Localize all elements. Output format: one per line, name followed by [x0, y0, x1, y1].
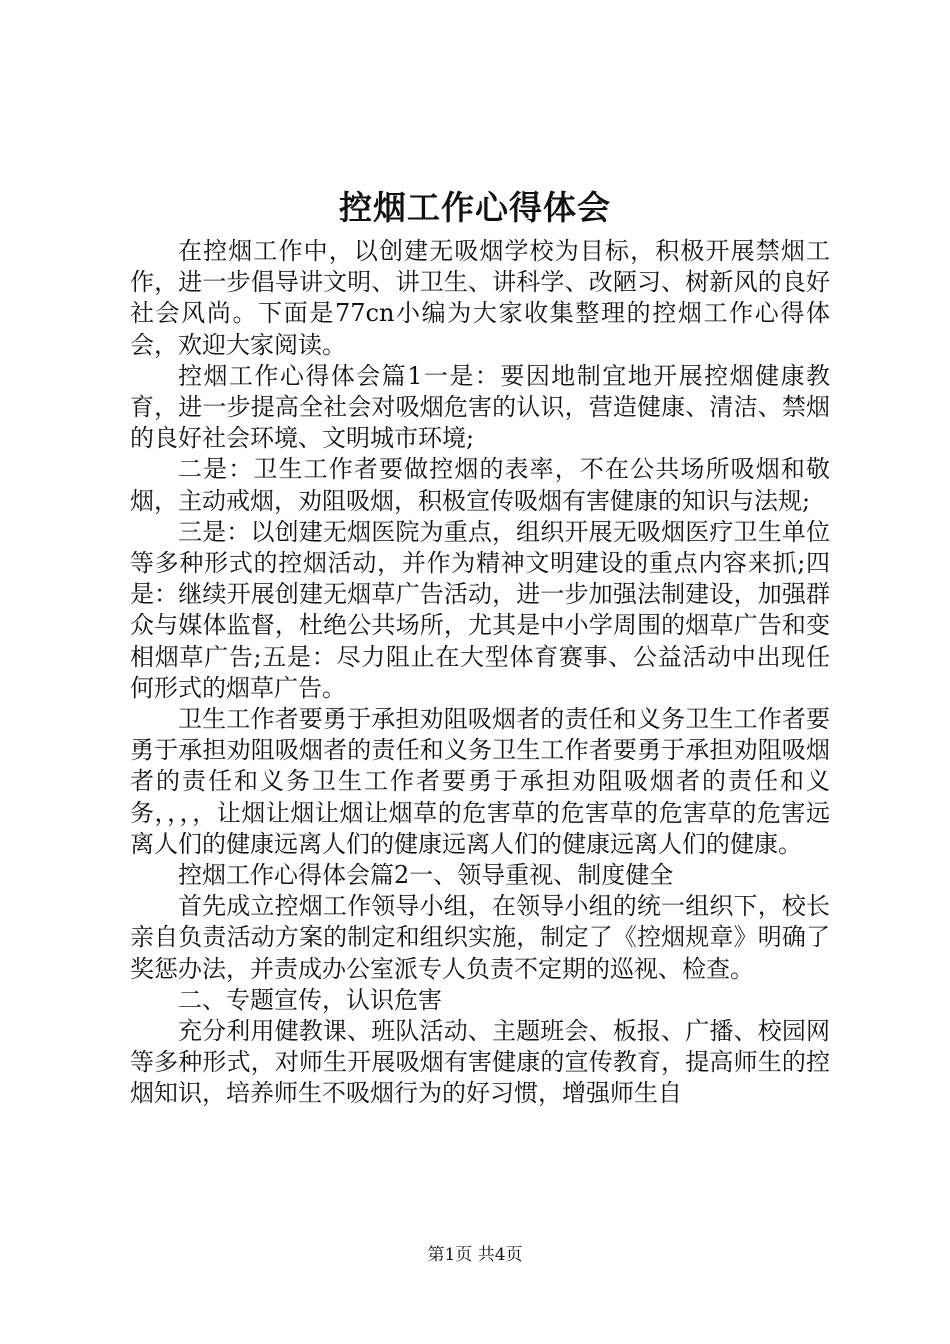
paragraph-part1-point3: 三是：以创建无烟医院为重点，组织开展无吸烟医疗卫生单位等多种形式的控烟活动，并作为精神文明建设的重点内容来抓;四是：继续开展创建无烟草广告活动，进一步加强法制建设，加强群众与媒体监督，杜绝公共场所，尤其是中小学周围的烟草广告和变相烟草广告;五是：尽力阻止在大型体育赛事、公益活动中出现任何形式的烟草广告。	[130, 517, 830, 702]
paragraph-part1-summary: 卫生工作者要勇于承担劝阻吸烟者的责任和义务卫生工作者要勇于承担劝阻吸烟者的责任和义务卫生工作者要勇于承担劝阻吸烟者的责任和义务卫生工作者要勇于承担劝阻吸烟者的责任和义务，，，，让烟让烟让烟让烟草的危害草的危害草的危害草的危害远离人们的健康远离人们的健康远离人们的健康远离人们的健康。	[130, 705, 830, 858]
paragraph-part1-point2: 二是：卫生工作者要做控烟的表率，不在公共场所吸烟和敬烟，主动戒烟，劝阻吸烟，积极宣传吸烟有害健康的知识与法规;	[130, 455, 830, 515]
paragraph-part2-leadership: 首先成立控烟工作领导小组，在领导小组的统一组织下，校长亲自负责活动方案的制定和组织实施，制定了《控烟规章》明确了奖惩办法，并责成办公室派专人负责不定期的巡视、检查。	[130, 892, 830, 983]
paragraph-intro: 在控烟工作中，以创建无吸烟学校为目标，积极开展禁烟工作，进一步倡导讲文明、讲卫生、讲科学、改陋习、树新风的良好社会风尚。下面是77cn小编为大家收集整理的控烟工作心得体会，欢迎大家阅读。	[130, 237, 830, 359]
document-title: 控烟工作心得体会	[339, 188, 611, 227]
paragraph-part1-point1: 控烟工作心得体会篇1一是：要因地制宜地开展控烟健康教育，进一步提高全社会对吸烟危害的认识，营造健康、清洁、禁烟的良好社会环境、文明城市环境;	[130, 361, 830, 453]
document-body	[130, 236, 830, 1110]
page-footer: 第1页 共4页	[427, 1245, 523, 1265]
paragraph-part2-heading: 控烟工作心得体会篇2一、领导重视、制度健全	[178, 861, 674, 890]
paragraph-section2-heading: 二、专题宣传，认识危害	[178, 985, 442, 1014]
paragraph-section2-body: 充分利用健教课、班队活动、主题班会、板报、广播、校园网等多种形式，对师生开展吸烟有害健康的宣传教育，提高师生的控烟知识，培养师生不吸烟行为的好习惯，增强师生自	[130, 1017, 830, 1108]
